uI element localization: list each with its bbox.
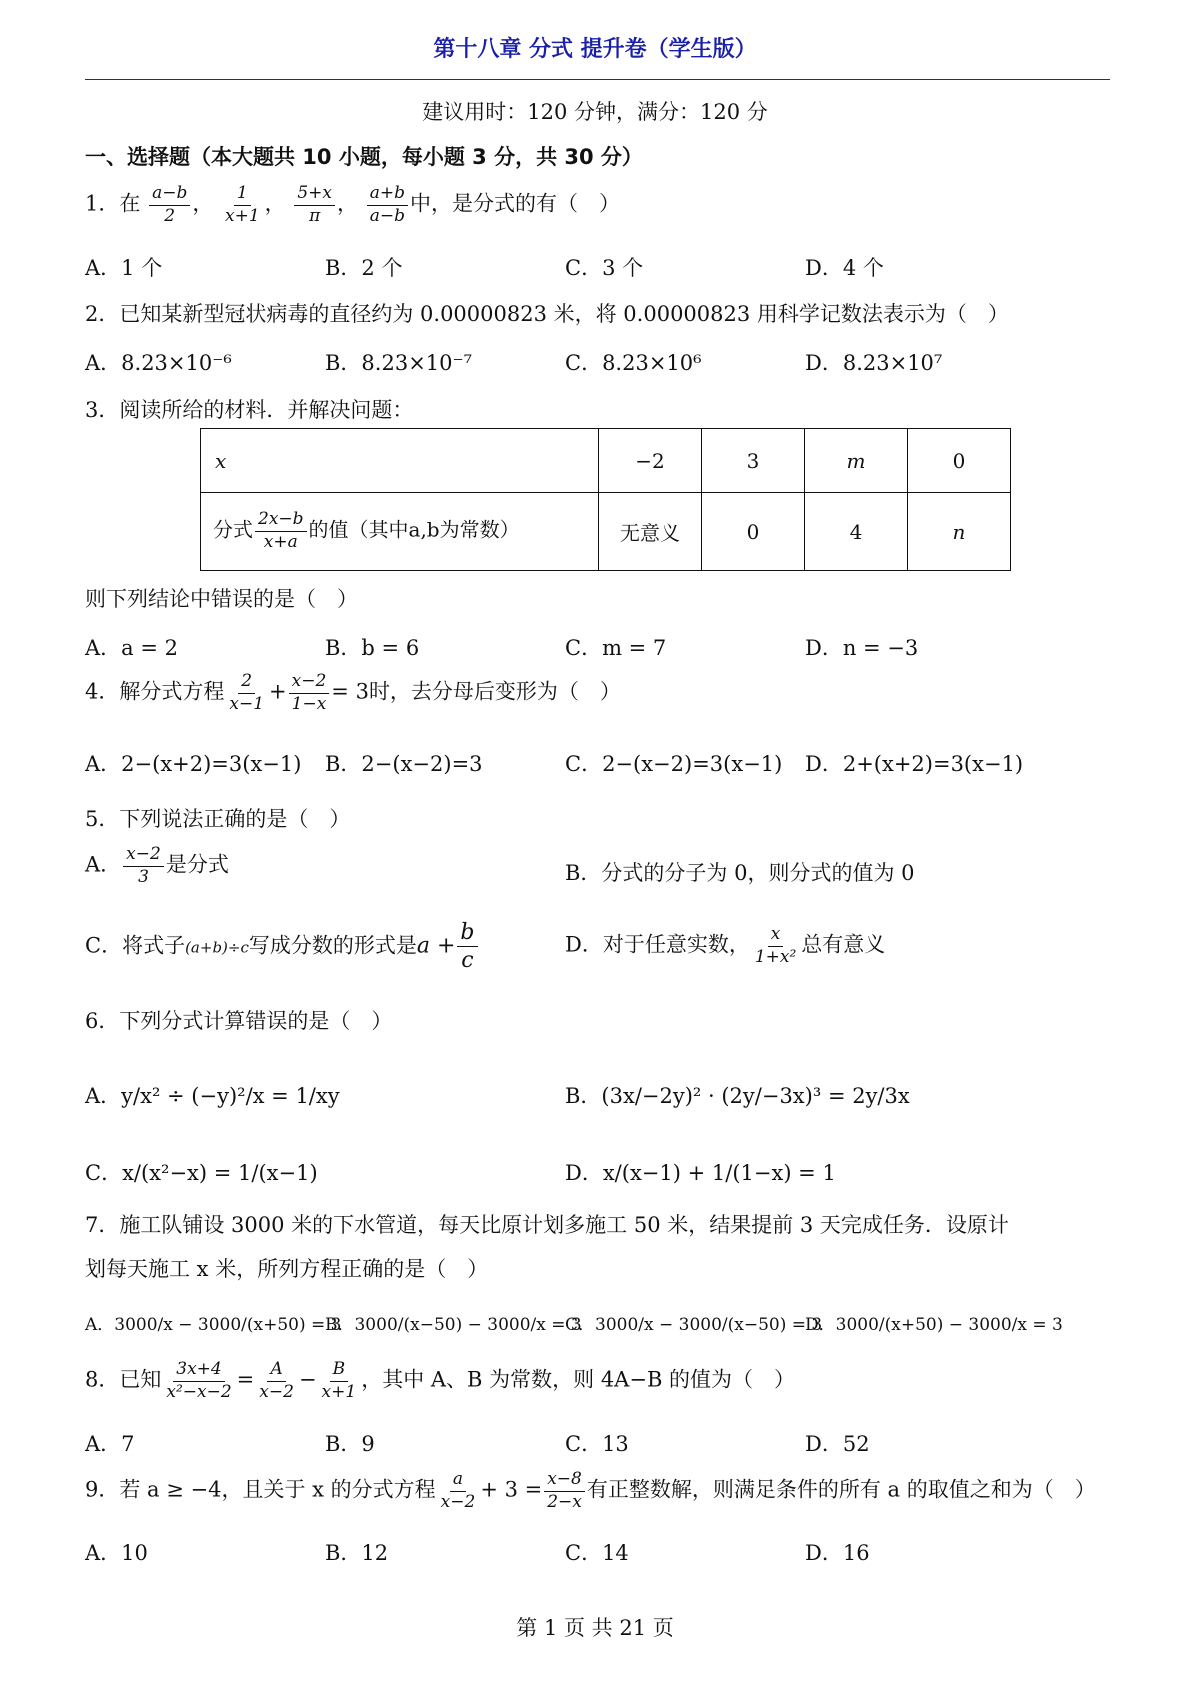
q1-fraction-3: $\frac{5+x}{\pi}$: [294, 184, 335, 226]
table-cell: −2: [599, 429, 702, 493]
q3-table: [200, 428, 1011, 571]
q8-option-b: B．9: [325, 1432, 375, 1456]
question-9-stem: 9．若 a ≥ −4，且关于 x 的分式方程 $\frac{a}{x-2}$ + 3 = $\frac{x-8}{2-x}$ 有正整数解，则满足条件的所有 a 的取值之和为（ ）: [85, 1469, 1096, 1512]
q5-option-d: D．对于任意实数， $\frac{x}{\text{1+x²}}$ 总有意义: [565, 924, 886, 967]
table-cell: 3: [702, 429, 805, 493]
q3-option-b: B．b = 6: [325, 636, 420, 660]
table-cell: m: [805, 429, 908, 493]
question-8-stem: 8．已知 $\frac{3x+4}{\text{x²−x−2}}$ = $\frac{A}{x-2}$ − $\frac{B}{x+1}$ ，其中 A、B 为常数，则 4A−B 的值为（ ）: [85, 1359, 796, 1402]
header-divider: [85, 79, 1110, 80]
q3-option-c: C．m = 7: [565, 636, 667, 660]
table-row: [201, 429, 1011, 493]
q7-option-c: C．3000/x − 3000/(x−50) = 3: [565, 1315, 823, 1335]
q1-option-c: C．3 个: [565, 256, 644, 280]
q5-fraction-a: $\frac{x-2}{3}$: [123, 845, 164, 887]
q8-fraction-3: $\frac{B}{x+1}$: [321, 1359, 357, 1402]
page-number: 第 1 页 共 21 页: [516, 1616, 674, 1640]
q6-option-a: A．y/x² ÷ (−y)²/x = 1/xy: [85, 1084, 340, 1108]
q6-option-d: D．x/(x−1) + 1/(1−x) = 1: [565, 1161, 836, 1185]
q7-option-d: D．3000/(x+50) − 3000/x = 3: [805, 1315, 1063, 1335]
q7-option-b: B．3000/(x−50) − 3000/x = 3: [325, 1315, 582, 1335]
q9-option-a: A．10: [85, 1541, 148, 1565]
table-row: [201, 493, 1011, 571]
q1-prefix: 1．在: [85, 191, 141, 216]
q3-option-a: A．a = 2: [85, 636, 178, 660]
q1-option-a: A．1 个: [85, 256, 163, 280]
question-1-stem: 1．在 $\frac{a-b}{2}$ ， $\frac{1}{x+1}$ ， $\frac{5+x}{\pi}$ ， $\frac{a+b}{a-b}$ 中，是分式的有（ ）: [85, 183, 620, 226]
q2-option-b: B．8.23×10⁻⁷: [325, 351, 473, 375]
q2-option-c: C．8.23×10⁶: [565, 351, 702, 375]
table-cell: x: [201, 429, 599, 493]
q3-fraction: $\frac{2x-b}{x+a}$: [255, 510, 307, 552]
q6-option-b: B．(3x/−2y)² · (2y/−3x)³ = 2y/3x: [565, 1084, 910, 1108]
q1-fraction-4: $\frac{a+b}{a-b}$: [367, 184, 408, 226]
q5-option-b: B．分式的分子为 0，则分式的值为 0: [565, 861, 915, 885]
q8-fraction-1: $\frac{3x+4}{\text{x²−x−2}}$: [166, 1359, 232, 1402]
q8-fraction-2: $\frac{A}{x-2}$: [259, 1359, 294, 1402]
q1-fraction-1: $\frac{a-b}{2}$: [149, 184, 190, 226]
q2-option-d: D．8.23×10⁷: [805, 351, 943, 375]
q1-fraction-2: $\frac{1}{x+1}$: [225, 183, 260, 226]
q4-fraction-1: $\frac{2}{x-1}$: [229, 671, 265, 714]
q3-question: 则下列结论中错误的是（ ）: [85, 587, 358, 611]
question-5-stem: 5．下列说法正确的是（ ）: [85, 807, 351, 831]
table-cell: n: [908, 493, 1011, 571]
question-4-stem: 4．解分式方程 $\frac{2}{x-1}$ + $\frac{x-2}{1-x}$ = 3时，去分母后变形为（ ）: [85, 671, 621, 714]
question-6-stem: 6．下列分式计算错误的是（ ）: [85, 1009, 393, 1033]
q4-option-b: B．2−(x−2)=3: [325, 752, 483, 776]
exam-subtitle: 建议用时：120 分钟，满分：120 分: [422, 100, 768, 124]
table-cell: 无意义: [599, 493, 702, 571]
page-title: 第十八章 分式 提升卷（学生版）: [433, 37, 757, 62]
q4-fraction-2: $\frac{x-2}{1-x}$: [289, 672, 330, 714]
q5-fraction-d: $\frac{x}{\text{1+x²}}$: [754, 924, 797, 967]
q9-option-c: C．14: [565, 1541, 629, 1565]
q6-option-c: C．x/(x²−x) = 1/(x−1): [85, 1161, 318, 1185]
q3-option-d: D．n = −3: [805, 636, 919, 660]
q4-option-d: D．2+(x+2)=3(x−1): [805, 752, 1024, 776]
q9-fraction-1: $\frac{a}{x-2}$: [440, 1469, 476, 1512]
table-cell: 4: [805, 493, 908, 571]
section-heading: 一、选择题（本大题共 10 小题，每小题 3 分，共 30 分）: [85, 145, 643, 169]
q5-option-a: A． $\frac{x-2}{3}$ 是分式: [85, 844, 229, 887]
q9-option-d: D．16: [805, 1541, 870, 1565]
q5-fraction-c: $\frac{b}{c}$: [457, 920, 477, 974]
q1-stem-text: 中，是分式的有（ ）: [409, 191, 620, 216]
table-cell: 分式 $\frac{2x-b}{x+a}$ 的值（其中a,b为常数）: [201, 493, 599, 571]
q8-option-a: A．7: [85, 1432, 135, 1456]
q9-fraction-2: $\frac{x-8}{2-x}$: [544, 1470, 585, 1512]
table-cell: 0: [702, 493, 805, 571]
question-7-stem-line-1: 7．施工队铺设 3000 米的下水管道，每天比原计划多施工 50 米，结果提前 3 天完成任务．设原计: [85, 1213, 1009, 1237]
question-7-stem-line-2: 划每天施工 x 米，所列方程正确的是（ ）: [85, 1257, 489, 1281]
q8-option-c: C．13: [565, 1432, 629, 1456]
q4-option-a: A．2−(x+2)=3(x−1): [85, 752, 302, 776]
q7-option-a: A．3000/x − 3000/(x+50) = 3: [85, 1315, 342, 1335]
q9-option-b: B．12: [325, 1541, 389, 1565]
table-cell: 0: [908, 429, 1011, 493]
q4-option-c: C．2−(x−2)=3(x−1): [565, 752, 783, 776]
q8-option-d: D．52: [805, 1432, 870, 1456]
q5-option-c: C．将式子(a+b)÷c写成分数的形式是a + $\frac{b}{c}$: [85, 920, 480, 974]
q2-option-a: A．8.23×10⁻⁶: [85, 351, 232, 375]
question-2-stem: 2．已知某新型冠状病毒的直径约为 0.00000823 米，将 0.00000823 用科学记数法表示为（ ）: [85, 302, 1009, 326]
question-3-stem: 3．阅读所给的材料．并解决问题：: [85, 398, 414, 422]
q1-option-d: D．4 个: [805, 256, 884, 280]
q1-option-b: B．2 个: [325, 256, 403, 280]
